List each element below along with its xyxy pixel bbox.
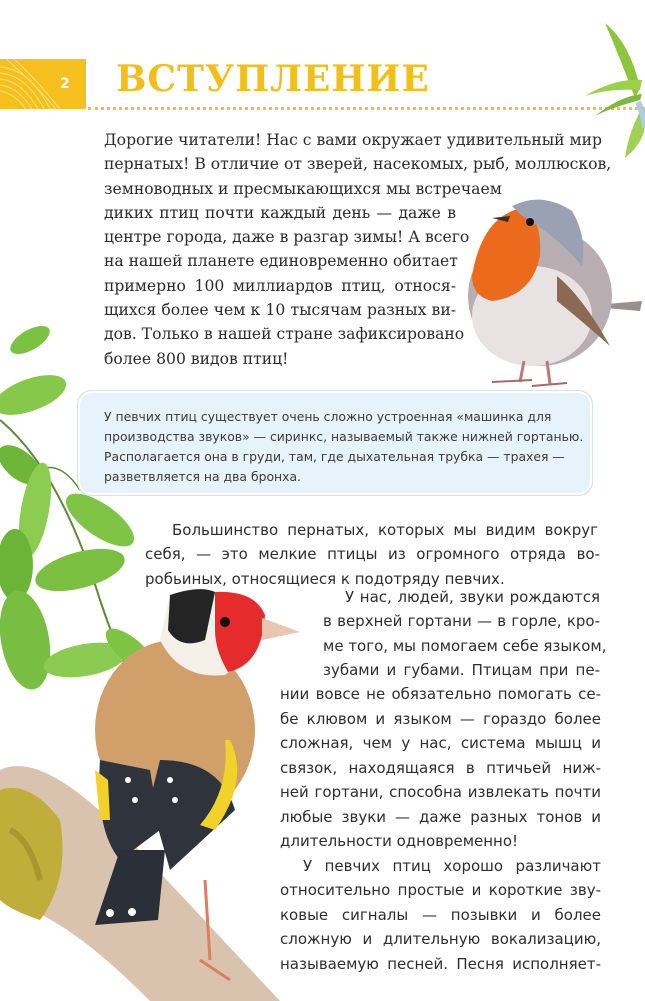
robin-illustration (462, 186, 645, 391)
body-paragraph-2-a: в верхней гортани — в горле, кро- ме того, мы помогаем себе языком, зубами и губами. Птицам при пе- (323, 612, 607, 679)
chapter-title: ВСТУПЛЕНИЕ (116, 58, 430, 100)
body-paragraph-3-head: У певчих птиц хорошо различают (303, 857, 601, 875)
body-paragraph-1-cont: себя, — это мелкие птицы из огромного отряда во- робьиных, относящиеся к подотряду певчих. (145, 545, 600, 588)
fact-infobox: У певчих птиц существует очень сложно устроенная «машинка для производства звуков» — сиринкс, называемый также нижней гортанью. Располагается она в груди, там, где дыхательная трубка — трахея — разветвляется на два бронха. (80, 393, 590, 493)
goldfinch-illustration (0, 580, 300, 1001)
intro-paragraph: Дорогие читатели! Нас с вами окружает удивительный мир пернатых! В отличие от зверей, насекомых, рыб, моллюсков, земноводных и пресмыкающихся мы встречаем диких птиц почти каждый день — даже в центре города, даже в разгар зимы! А всего на нашей планете единовременно обитает примерно 100 миллиардов птиц, относя- щихся более чем к 10 тысячам разных ви- дов. Только в нашей стране зафиксировано более 800 видов птиц! (104, 131, 612, 368)
body-paragraph-3: относительно простые и короткие зву- ковые сигналы — позывки и более сложную и длительную вокализацию, называемую песней. Песня исполняет- (280, 881, 601, 973)
page-number: 2 (60, 76, 70, 92)
title-dotted-rule (88, 107, 645, 110)
feather-pattern-icon (0, 59, 86, 109)
body-paragraph-1: Большинство пернатых, которых мы видим вокруг (172, 521, 598, 539)
body-paragraph-2-head: У нас, людей, звуки рождаются (345, 588, 600, 606)
header-accent-band (0, 59, 86, 109)
body-paragraph-2-b: нии вовсе не обязательно помогать се- бе клювом и языком — гораздо более сложная, чем у нас, система мышц и связок, находящаяся в птичьей ниж- ней гортани, способна извлекать почти любые звуки — даже разных тонов и длительности одновременно! (280, 685, 601, 850)
